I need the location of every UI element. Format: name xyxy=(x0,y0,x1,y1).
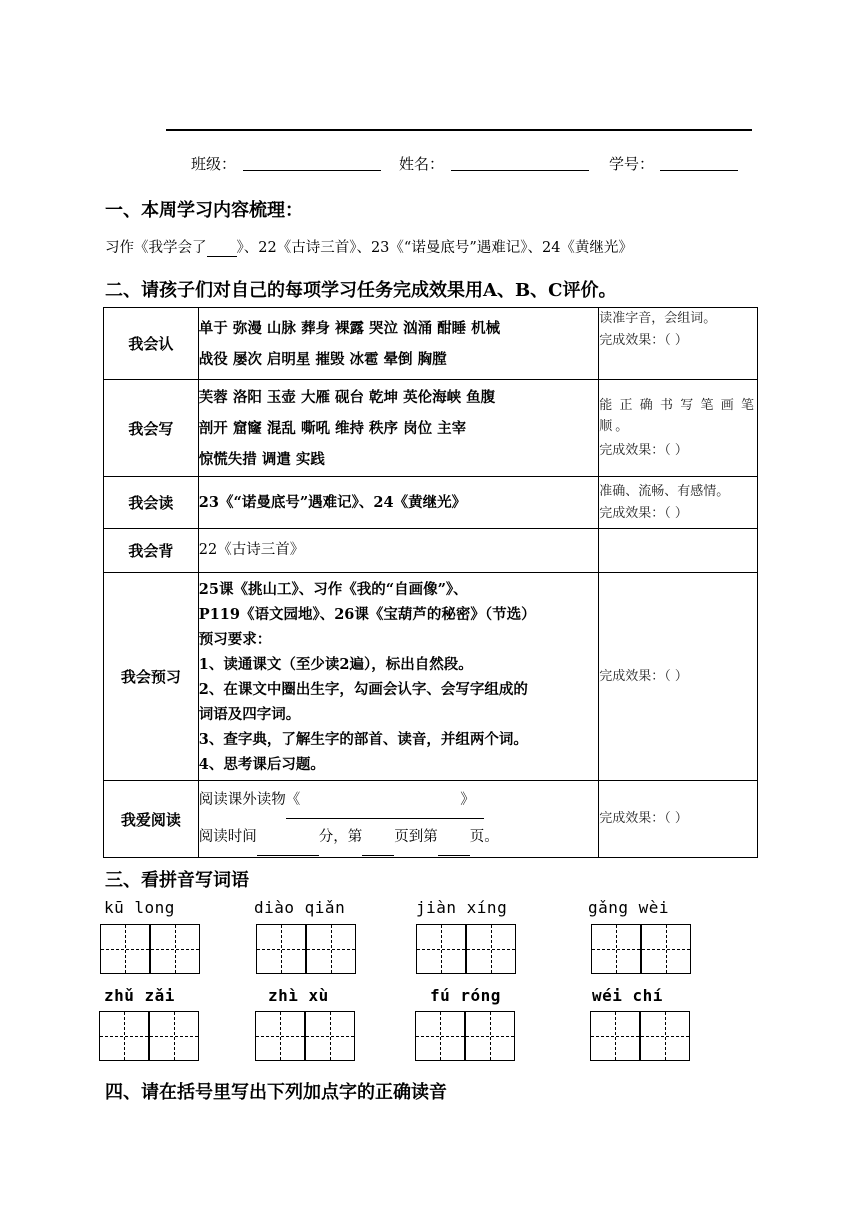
content-line: 25课《挑山工》、习作《我的“自画像”》、 xyxy=(198,580,468,598)
eval-result[interactable]: 完成效果：（ ） xyxy=(599,505,688,521)
id-label: 学号： xyxy=(609,155,655,173)
table-row xyxy=(104,529,758,573)
name-field[interactable] xyxy=(451,170,589,171)
reading-time-label: 阅读时间 xyxy=(198,829,257,845)
content-line: 23《“诺曼底号”遇难记》、24《黄继光》 xyxy=(198,494,467,511)
table-row xyxy=(104,781,758,858)
reading-time-line xyxy=(199,819,599,856)
pinyin-label: gǎng wèi xyxy=(588,898,670,917)
pinyin-label: jiàn xíng xyxy=(416,898,508,917)
row-label: 我会背 xyxy=(104,529,199,573)
content-line: 预习要求： xyxy=(198,630,272,648)
table-row xyxy=(104,380,758,477)
row-eval xyxy=(599,781,758,858)
reading-page-label: 分，第 xyxy=(318,829,363,845)
name-label: 姓名： xyxy=(399,155,445,173)
reading-to-label: 页到第 xyxy=(394,829,438,845)
reading-page-suffix: 页。 xyxy=(469,829,499,845)
reading-book-line xyxy=(199,782,599,819)
row-eval xyxy=(599,380,758,477)
row-content xyxy=(198,529,599,573)
writing-grid[interactable] xyxy=(256,924,356,974)
pinyin-label: zhì xù xyxy=(268,986,329,1005)
row-eval xyxy=(599,477,758,529)
reading-minutes-field[interactable] xyxy=(257,819,319,856)
eval-result[interactable]: 完成效果：（ ） xyxy=(599,668,688,684)
row-content xyxy=(198,380,599,477)
eval-line: 能正确书写笔画笔顺。 xyxy=(599,398,757,434)
writing-grid[interactable] xyxy=(591,924,691,974)
row-label: 我会读 xyxy=(104,477,199,529)
pinyin-label: wéi chí xyxy=(592,986,663,1005)
writing-grid[interactable] xyxy=(255,1011,355,1061)
section1-title: 一、本周学习内容梳理： xyxy=(105,200,303,221)
row-label: 我爱阅读 xyxy=(104,781,199,858)
book-open-quote: 《 xyxy=(285,792,301,808)
table-row xyxy=(104,477,758,529)
row-eval xyxy=(599,308,758,380)
pinyin-label: diào qiǎn xyxy=(254,898,346,917)
eval-result[interactable]: 完成效果：（ ） xyxy=(599,443,688,458)
content-line: 战役 屡次 启明星 摧毁 冰雹 晕倒 胸膛 xyxy=(198,350,447,368)
row-content xyxy=(198,308,599,380)
writing-grid[interactable] xyxy=(590,1011,690,1061)
pinyin-label: kū long xyxy=(104,898,175,917)
section1-content-post: 》、22《古诗三首》、23《“诺曼底号”遇难记》、24《黄继光》 xyxy=(236,240,633,256)
eval-result[interactable]: 完成效果：（ ） xyxy=(599,333,688,348)
reading-end-page-field[interactable] xyxy=(438,819,470,856)
id-field[interactable] xyxy=(660,170,738,171)
content-line: 惊慌失措 调遣 实践 xyxy=(198,450,325,468)
row-content xyxy=(198,477,599,529)
row-eval xyxy=(599,573,758,781)
table-row xyxy=(104,308,758,380)
content-line: 2、在课文中圈出生字，勾画会认字、会写字组成的 xyxy=(198,680,528,698)
writing-grid[interactable] xyxy=(99,1011,199,1061)
eval-result[interactable]: 完成效果：（ ） xyxy=(599,811,688,826)
content-line: 剖开 窟窿 混乱 嘶吼 维持 秩序 岗位 主宰 xyxy=(198,419,467,437)
content-line: 4、思考课后习题。 xyxy=(198,755,325,773)
eval-line: 读准字音，会组词。 xyxy=(599,311,717,326)
row-label: 我会写 xyxy=(104,380,199,477)
section1-blank[interactable] xyxy=(207,240,237,257)
top-rule xyxy=(166,129,752,131)
content-line: 22《古诗三首》 xyxy=(198,542,305,558)
section3-title: 三、看拼音写词语 xyxy=(105,870,249,891)
row-eval[interactable] xyxy=(599,529,758,573)
row-label: 我会认 xyxy=(104,308,199,380)
content-line: 1、读通课文（至少读2遍），标出自然段。 xyxy=(198,655,473,673)
section1-content xyxy=(105,236,633,257)
table-row xyxy=(104,573,758,781)
reading-start-page-field[interactable] xyxy=(362,819,394,856)
book-close-quote: 》 xyxy=(460,792,475,808)
pinyin-label: fú róng xyxy=(430,986,501,1005)
writing-grid[interactable] xyxy=(100,924,200,974)
section2-title: 二、请孩子们对自己的每项学习任务完成效果用A、B、C评价。 xyxy=(105,280,617,301)
section4-title: 四、请在括号里写出下列加点字的正确读音 xyxy=(105,1082,447,1103)
eval-line: 准确、流畅、有感情。 xyxy=(599,483,730,499)
pinyin-label: zhǔ zǎi xyxy=(104,986,175,1005)
content-line: 词语及四字词。 xyxy=(198,705,301,723)
class-field[interactable] xyxy=(243,170,381,171)
writing-grid[interactable] xyxy=(415,1011,515,1061)
row-label: 我会预习 xyxy=(104,573,199,781)
content-line: 芙蓉 洛阳 玉壶 大雁 砚台 乾坤 英伦海峡 鱼腹 xyxy=(198,388,496,406)
content-line: P119《语文园地》、26课《宝葫芦的秘密》（节选） xyxy=(198,605,536,623)
writing-grid[interactable] xyxy=(416,924,516,974)
reading-book-field[interactable] xyxy=(286,782,484,819)
row-content xyxy=(198,573,599,781)
reading-book-label: 阅读课外读物 xyxy=(198,792,286,808)
section1-content-pre: 习作《我学会了 xyxy=(105,240,207,256)
class-label: 班级： xyxy=(191,155,237,173)
task-table xyxy=(103,307,758,858)
row-content xyxy=(198,781,599,858)
content-line: 3、查字典，了解生字的部首、读音，并组两个词。 xyxy=(198,730,528,748)
content-line: 单于 弥漫 山脉 葬身 裸露 哭泣 汹涌 酣睡 机械 xyxy=(198,319,501,337)
